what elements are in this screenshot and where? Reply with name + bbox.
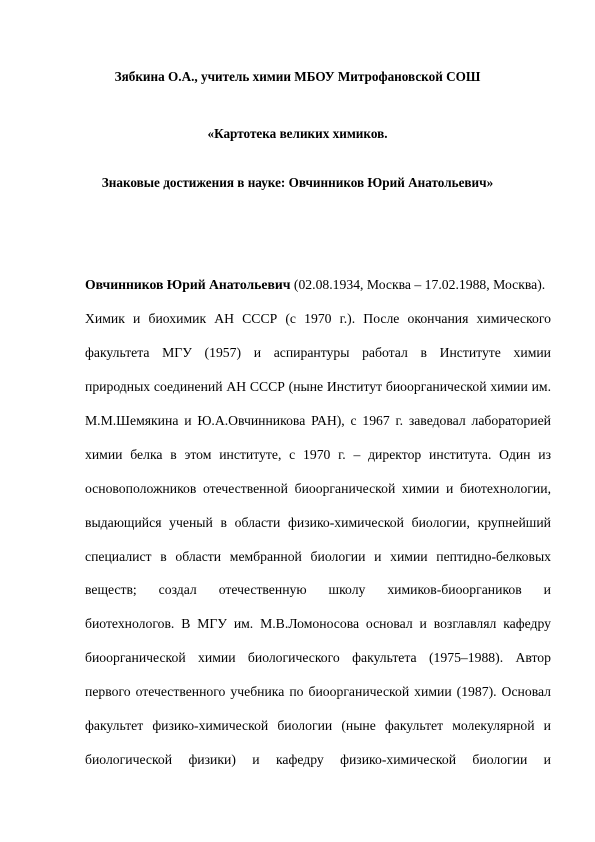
biography-line: специалист в области мембранной биологии и химии пептидно-белковых <box>85 548 551 564</box>
biography-line: М.М.Шемякина и Ю.А.Овчинникова РАН), с 1967 г. заведовал лабораторией <box>85 412 551 428</box>
biography-line: веществ; создал отечественную школу химиков-биооргаников и <box>85 582 551 598</box>
biography-line: биотехнологов. В МГУ им. М.В.Ломоносова основал и возглавлял кафедру <box>85 616 551 632</box>
biography-line: природных соединений АН СССР (ныне Институт биоорганической химии им. <box>85 378 551 394</box>
biography-line: факультета МГУ (1957) и аспирантуры работал в Институте химии <box>85 344 551 360</box>
document-title: «Картотека великих химиков. <box>207 126 388 141</box>
biography-text <box>85 268 551 777</box>
person-name: Овчинников Юрий Анатольевич <box>85 277 291 292</box>
biography-line: факультет физико-химической биологии (ныне факультет молекулярной и <box>85 718 551 734</box>
biography-line: выдающийся ученый в области физико-химической биологии, крупнейший <box>85 514 551 530</box>
biography-line: основоположников отечественной биоорганической химии и биотехнологии, <box>85 480 551 496</box>
biography-line: первого отечественного учебника по биоорганической химии (1987). Основал <box>85 684 551 700</box>
biography-line: биоорганической химии биологического факультета (1975–1988). Автор <box>85 650 551 666</box>
life-dates: (02.08.1934, Москва – 17.02.1988, Москва). <box>290 277 546 292</box>
biography-line: химии белка в этом институте, с 1970 г. – директор института. Один из <box>85 446 551 462</box>
biography-line: Химик и биохимик АН СССР (с 1970 г.). После окончания химического <box>85 310 551 326</box>
document-subtitle: Знаковые достижения в науке: Овчинников Юрий Анатольевич» <box>101 175 494 190</box>
biography-line: биологической физики) и кафедру физико-химической биологии и <box>85 752 551 768</box>
biography-first-line <box>85 268 551 302</box>
author-line: Зябкина О.А., учитель химии МБОУ Митрофановской СОШ <box>114 69 481 84</box>
